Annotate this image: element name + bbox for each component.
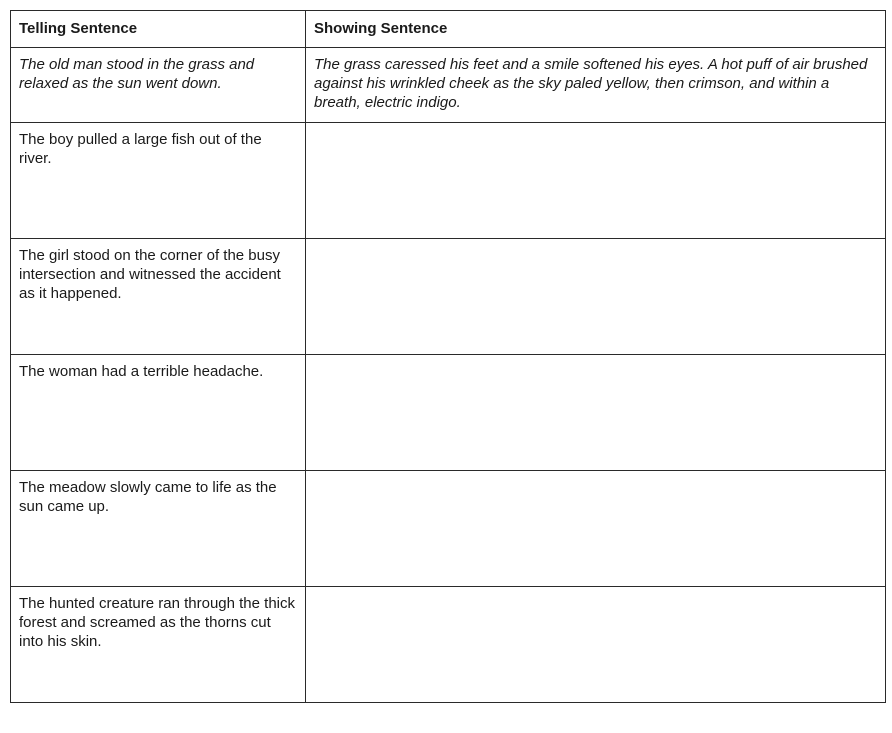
telling-sentence-header: Telling Sentence bbox=[11, 11, 306, 48]
example-row bbox=[11, 48, 886, 123]
telling-cell: The boy pulled a large fish out of the river. bbox=[11, 123, 306, 239]
header-row bbox=[11, 11, 886, 48]
showing-answer-cell[interactable] bbox=[306, 123, 886, 239]
telling-cell: The hunted creature ran through the thick forest and screamed as the thorns cut into his skin. bbox=[11, 587, 306, 703]
showing-sentence-header: Showing Sentence bbox=[306, 11, 886, 48]
example-telling-cell: The old man stood in the grass and relaxed as the sun went down. bbox=[11, 48, 306, 123]
example-showing-cell: The grass caressed his feet and a smile softened his eyes. A hot puff of air brushed against his wrinkled cheek as the sky paled yellow, then crimson, and within a breath, electric indigo. bbox=[306, 48, 886, 123]
showing-answer-cell[interactable] bbox=[306, 355, 886, 471]
table-row bbox=[11, 471, 886, 587]
showing-answer-cell[interactable] bbox=[306, 471, 886, 587]
telling-cell: The woman had a terrible headache. bbox=[11, 355, 306, 471]
table-row bbox=[11, 123, 886, 239]
showing-answer-cell[interactable] bbox=[306, 239, 886, 355]
telling-cell: The meadow slowly came to life as the sun came up. bbox=[11, 471, 306, 587]
table-row bbox=[11, 587, 886, 703]
showing-answer-cell[interactable] bbox=[306, 587, 886, 703]
table-row bbox=[11, 355, 886, 471]
telling-cell: The girl stood on the corner of the busy intersection and witnessed the accident as it happened. bbox=[11, 239, 306, 355]
telling-showing-table bbox=[10, 10, 886, 703]
table-row bbox=[11, 239, 886, 355]
